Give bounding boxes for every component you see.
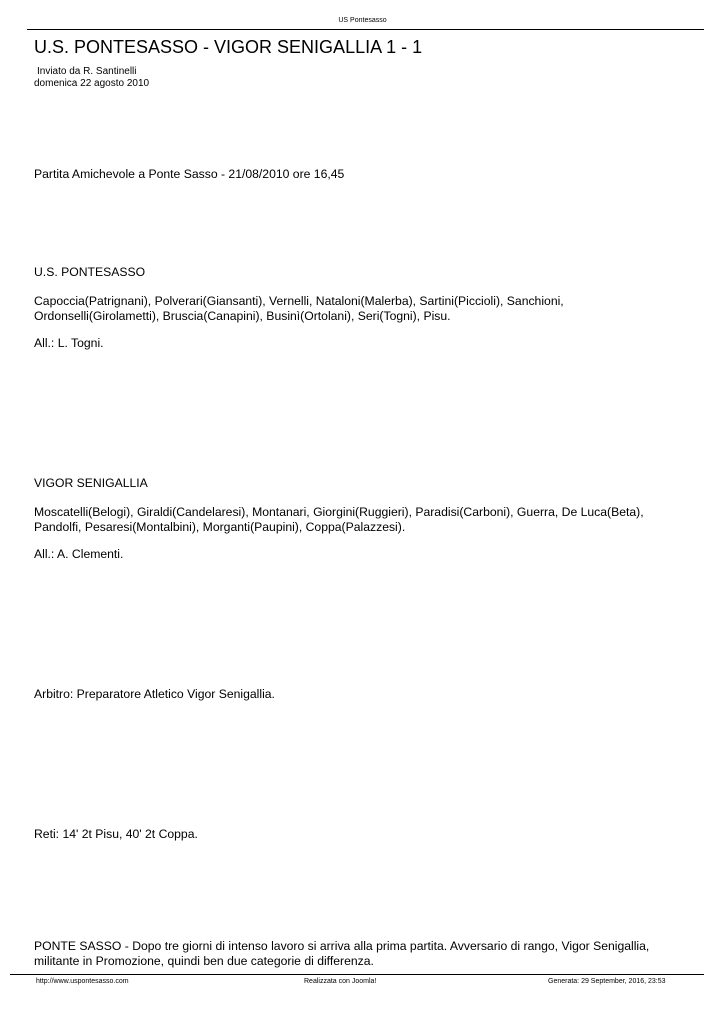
article-title: U.S. PONTESASSO - VIGOR SENIGALLIA 1 - 1: [34, 37, 423, 57]
footer-generated: Generata: 29 September, 2016, 23:53: [548, 978, 666, 985]
coach-away: All.: A. Clementi.: [34, 547, 124, 561]
match-info: Partita Amichevole a Ponte Sasso - 21/08/2010 ore 16,45: [34, 167, 345, 181]
referee-line: Arbitro: Preparatore Atletico Vigor Senigallia.: [34, 687, 275, 701]
team-heading-home: U.S. PONTESASSO: [34, 265, 146, 279]
coach-home: All.: L. Togni.: [34, 336, 104, 350]
footer-credit: Realizzata con Joomla!: [304, 978, 377, 985]
report-paragraph: PONTE SASSO - Dopo tre giorni di intenso lavoro si arriva alla prima partita. Avversario di rango, Vigor Senigallia, militante in Promozione, quindi ben due categorie di differenza.: [34, 939, 650, 968]
goals-line: Reti: 14' 2t Pisu, 40' 2t Coppa.: [34, 827, 198, 841]
lineup-away: Moscatelli(Belogi), Giraldi(Candelaresi), Montanari, Giorgini(Ruggieri), Paradisi(Carboni), Guerra, De Luca(Beta), Pandolfi, Pesaresi(Montalbini), Morganti(Paupini), Coppa(Palazzesi).: [34, 505, 644, 534]
date-line: domenica 22 agosto 2010: [34, 78, 150, 89]
team-heading-away: VIGOR SENIGALLIA: [34, 476, 148, 490]
lineup-home: Capoccia(Patrignani), Polverari(Giansanti), Vernelli, Nataloni(Malerba), Sartini(Piccioli), Sanchioni, Ordonselli(Girolametti), Bruscia(Canapini), Businì(Ortolani), Seri(Togni), Pisu.: [34, 294, 564, 323]
footer-divider: [10, 974, 704, 975]
author-line: Inviato da R. Santinelli: [37, 66, 137, 77]
header-divider: [27, 29, 704, 30]
footer-url-link[interactable]: http://www.uspontesasso.com: [36, 978, 129, 985]
site-header: US Pontesasso: [338, 17, 387, 24]
